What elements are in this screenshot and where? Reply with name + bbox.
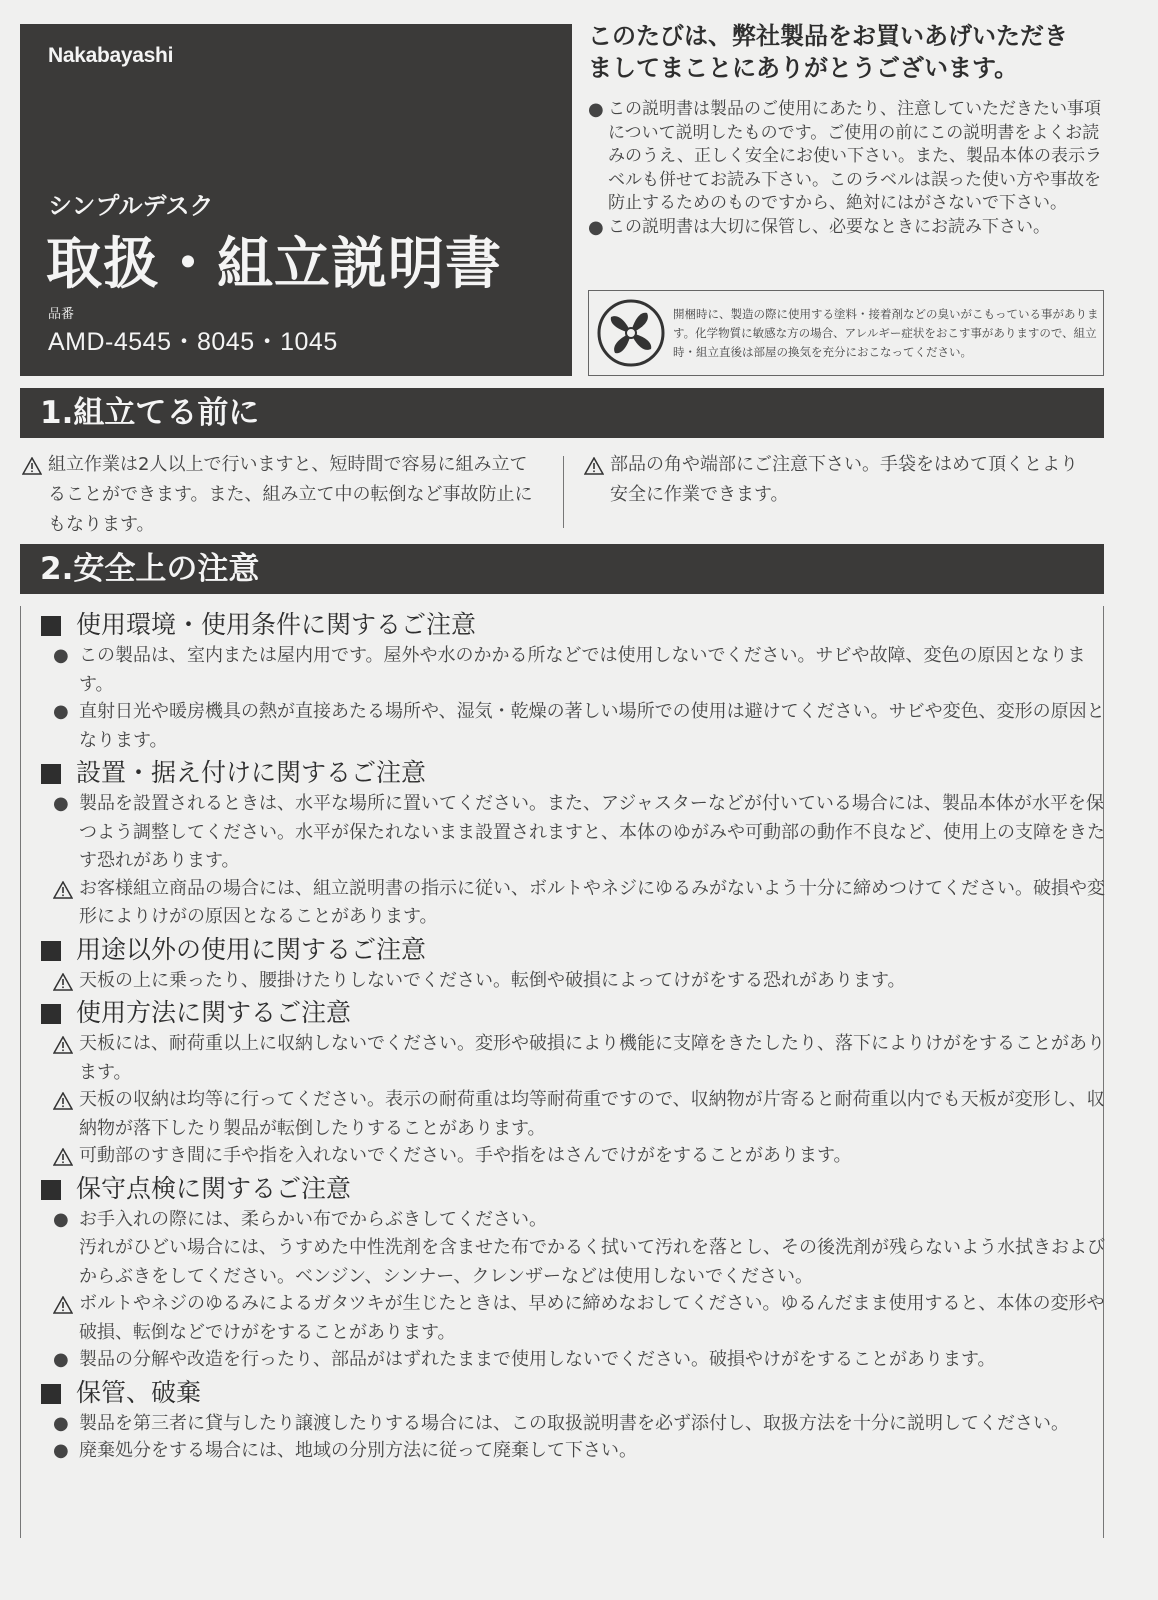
safety-item [41, 1437, 1107, 1466]
before-assembly-left [22, 450, 542, 540]
bullet-icon: ● [53, 701, 69, 722]
title-block [20, 24, 572, 376]
safety-category-title-text: 用途以外の使用に関するご注意 [76, 934, 427, 964]
safety-item-text: 可動部のすき間に手や指を入れないでください。手や指をはさんでけがをすることがあります。 [79, 1145, 852, 1166]
safety-content [41, 606, 1107, 1465]
bullet-icon: ● [588, 99, 604, 120]
warning-icon [53, 973, 73, 991]
model-label: 品番 [48, 307, 75, 322]
safety-category-title [41, 608, 1107, 642]
column-divider [563, 456, 564, 528]
safety-category-title-text: 保守点検に関するご注意 [76, 1173, 352, 1203]
square-bullet-icon [41, 1004, 61, 1024]
safety-category-title-text: 使用方法に関するご注意 [76, 998, 352, 1027]
ventilation-fan-icon [597, 299, 665, 367]
square-bullet-icon [41, 941, 61, 961]
safety-category-title-text: 設置・据え付けに関するご注意 [76, 758, 427, 787]
warning-icon [584, 457, 604, 475]
document-title: 取扱・組立説明書 [46, 232, 502, 297]
safety-item-text: 天板の収納は均等に行ってください。表示の耐荷重は均等耐荷重ですので、収納物が片寄ると耐荷重以内でも天板が変形し、収納物が落下したり製品が転倒したりすることがあります。 [79, 1089, 1105, 1139]
thanks-line: このたびは、弊社製品をお買いあげいただき [588, 22, 1068, 50]
safety-item-text: ボルトやネジのゆるみによるガタツキが生じたときは、早めに締めなおしてください。ゆるんだまま使用すると、本体の変形や破損、転倒などでけがをすることがあります。 [79, 1293, 1105, 1343]
safety-category-title [41, 996, 1107, 1030]
safety-item-text: この製品は、室内または屋内用です。屋外や水のかかる所などでは使用しないでください。サビや故障、変色の原因となります。 [79, 645, 1086, 695]
safety-item [41, 790, 1107, 876]
warning-icon [53, 1036, 73, 1054]
brand-logo: Nakabayashi [48, 44, 174, 67]
section-heading-safety: 2.安全上の注意 [20, 544, 1104, 594]
safety-item [41, 1030, 1107, 1087]
safety-category-title-text: 使用環境・使用条件に関するご注意 [76, 610, 477, 639]
safety-item-text: 直射日光や暖房機具の熱が直接あたる場所や、湿気・乾燥の著しい場所での使用は避けてください。サビや変色、変形の原因となります。 [79, 701, 1105, 751]
safety-category-title [41, 1376, 1107, 1410]
square-bullet-icon [41, 616, 61, 636]
ventilation-notice [588, 290, 1104, 376]
before-assembly-right-text: 部品の角や端部にご注意下さい。手袋をはめて頂くとより安全に作業できます。 [610, 454, 1078, 505]
thanks-message [588, 20, 1148, 84]
intro-item-text: この説明書は製品のご使用にあたり、注意していただきたい事項について説明したものです。ご使用の前にこの説明書をよくお読みのうえ、正しく安全にお使い下さい。また、製品本体の表示ラベルも併せてお読み下さい。このラベルは誤った使い方や事故を防止するためのものですから、絶対にはがさないで下さい。 [608, 99, 1103, 213]
safety-item [41, 1086, 1107, 1143]
safety-item-text: お客様組立商品の場合には、組立説明書の指示に従い、ボルトやネジにゆるみがないよう十分に締めつけてください。破損や変形によりけがの原因となることがあります。 [79, 877, 1105, 927]
bullet-icon: ● [53, 793, 69, 814]
safety-item [41, 642, 1107, 699]
safety-item [41, 1142, 1107, 1171]
model-number: AMD-4545・8045・1045 [48, 328, 338, 356]
safety-item [41, 1346, 1107, 1375]
safety-item [41, 967, 1107, 996]
square-bullet-icon [41, 1384, 61, 1404]
safety-item-text: 天板には、耐荷重以上に収納しないでください。変形や破損により機能に支障をきたしたり、落下によりけがをすることがあります。 [79, 1033, 1105, 1083]
safety-category-title-text: 保管、破棄 [76, 1377, 202, 1407]
notice-text: 開梱時に、製造の際に使用する塗料・接着剤などの臭いがこもっている事があります。化学物質に敏感な方の場合、アレルギー症状をおこす事がありますので、組立時・組立直後は部屋の換気を充分におこなってください。 [673, 307, 1099, 359]
safety-item-text: 天板の上に乗ったり、腰掛けたりしないでください。転倒や破損によってけがをする恐れがあります。 [79, 969, 906, 991]
before-assembly-right [584, 450, 1094, 510]
warning-icon [22, 457, 42, 475]
safety-item [41, 875, 1107, 932]
safety-item [41, 1290, 1107, 1347]
safety-item [41, 1410, 1107, 1439]
thanks-line: ましてまことにありがとうございます。 [588, 54, 1019, 82]
intro-notes [588, 98, 1108, 239]
safety-item [41, 698, 1107, 755]
square-bullet-icon [41, 1180, 61, 1200]
safety-category-title [41, 933, 1107, 967]
before-assembly-left-text: 組立作業は2人以上で行いますと、短時間で容易に組み立てることができます。また、組み立て中の転倒など事故防止にもなります。 [48, 454, 533, 535]
bullet-icon: ● [588, 216, 604, 238]
intro-item [588, 216, 1108, 240]
safety-category-title [41, 1172, 1107, 1206]
square-bullet-icon [41, 764, 61, 784]
bullet-icon: ● [53, 1208, 69, 1230]
section-heading-before-assembly: 1.組立てる前に [20, 388, 1104, 438]
intro-item [588, 98, 1108, 216]
bullet-icon: ● [53, 1440, 69, 1461]
safety-section [20, 606, 1104, 1538]
safety-item-text: お手入れの際には、柔らかい布でからぶきしてください。 汚れがひどい場合には、うすめた中性洗剤を含ませた布でかるく拭いて汚れを落とし、その後洗剤が残らないよう水拭きおよびからぶきをしてください。ベンジン、シンナー、クレンザーなどは使用しないでください。 [79, 1208, 1105, 1287]
warning-icon [53, 881, 73, 899]
bullet-icon: ● [53, 1349, 69, 1370]
safety-item-text: 廃棄処分をする場合には、地域の分別方法に従って廃棄して下さい。 [79, 1440, 637, 1461]
warning-icon [53, 1148, 73, 1166]
safety-category-title [41, 756, 1107, 790]
safety-item-text: 製品の分解や改造を行ったり、部品がはずれたままで使用しないでください。破損やけがをすることがあります。 [79, 1349, 996, 1370]
safety-item-text: 製品を設置されるときは、水平な場所に置いてください。また、アジャスターなどが付いている場合には、製品本体が水平を保つよう調整してください。水平が保たれないまま設置されますと、本体のゆがみや可動部の動作不良など、使用上の支障をきたす恐れがあります。 [79, 793, 1105, 871]
bullet-icon: ● [53, 1412, 69, 1434]
safety-item-text: 製品を第三者に貸与したり譲渡したりする場合には、この取扱説明書を必ず添付し、取扱方法を十分に説明してください。 [79, 1412, 1069, 1434]
safety-item [41, 1206, 1107, 1292]
product-subtitle: シンプルデスク [48, 192, 214, 220]
bullet-icon: ● [53, 645, 69, 666]
intro-item-text: この説明書は大切に保管し、必要なときにお読み下さい。 [608, 216, 1050, 237]
warning-icon [53, 1092, 73, 1110]
warning-icon [53, 1296, 73, 1314]
